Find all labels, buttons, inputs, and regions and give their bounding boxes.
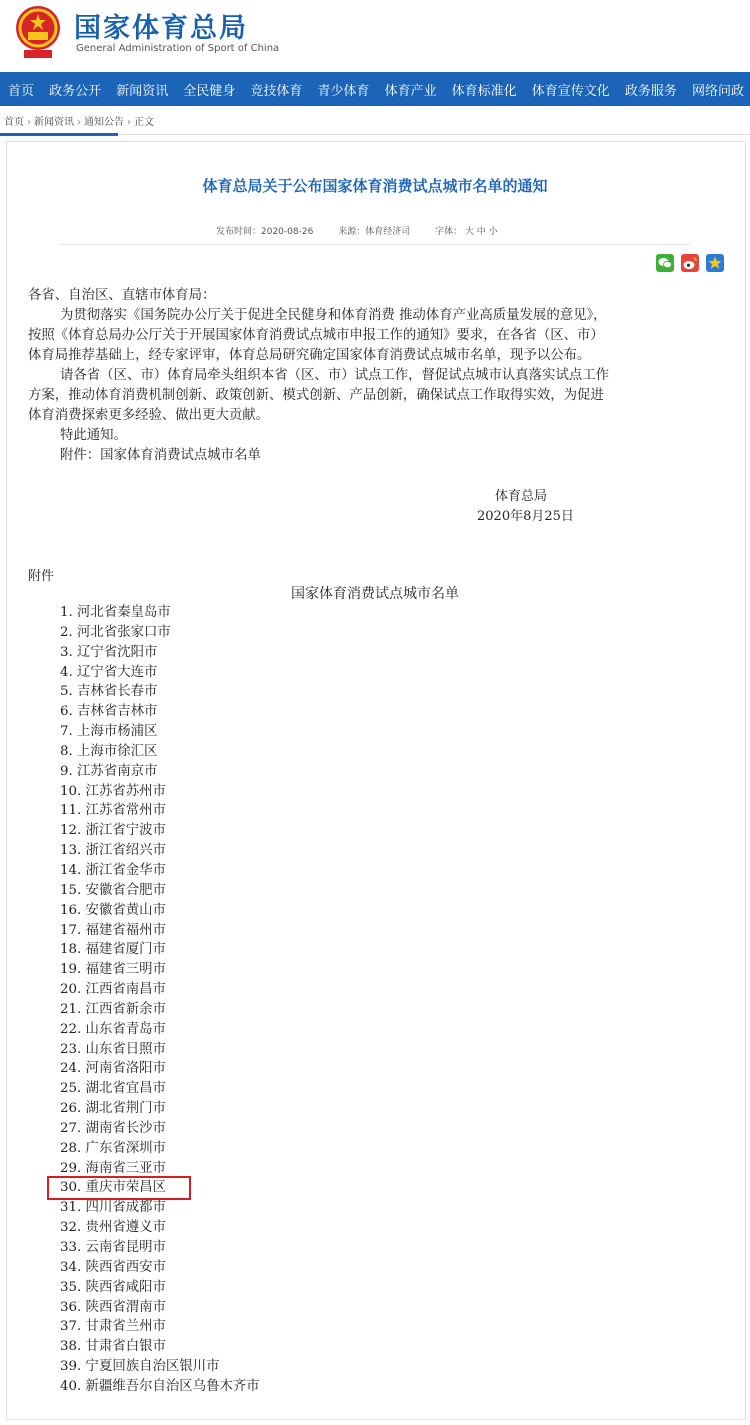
wechat-icon[interactable] <box>656 254 674 272</box>
article-title: 体育总局关于公布国家体育消费试点城市名单的通知 <box>202 177 548 195</box>
nav-services[interactable]: 政务服务 <box>624 83 677 99</box>
issue-date: 2020年8月25日 <box>477 509 574 524</box>
breadcrumb-news[interactable]: 新闻资讯 <box>34 117 74 128</box>
list-item: 11. 江苏省常州市 <box>60 803 166 819</box>
list-item: 23. 山东省日照市 <box>60 1041 166 1057</box>
article-meta <box>216 224 520 237</box>
list-item: 25. 湖北省宜昌市 <box>60 1081 166 1097</box>
breadcrumb <box>4 113 154 128</box>
list-item: 22. 山东省青岛市 <box>60 1021 166 1037</box>
national-emblem-icon[interactable] <box>14 4 62 60</box>
list-item: 20. 江西省南昌市 <box>60 982 166 998</box>
list-item: 27. 湖南省长沙市 <box>60 1120 166 1136</box>
list-item: 31. 四川省成都市 <box>60 1200 166 1216</box>
list-item: 12. 浙江省宁波市 <box>60 823 166 839</box>
list-item: 8. 上海市徐汇区 <box>60 743 158 759</box>
breadcrumb-notices[interactable]: 通知公告 <box>84 117 124 128</box>
list-item: 37. 甘肃省兰州市 <box>60 1319 166 1335</box>
chevron-right-icon: › <box>27 117 31 128</box>
nav-online-inquiry[interactable]: 网络问政 <box>691 83 744 99</box>
list-item: 14. 浙江省金华市 <box>60 862 166 878</box>
nav-culture[interactable]: 体育宣传文化 <box>531 83 610 99</box>
list-item: 10. 江苏省苏州市 <box>60 783 166 799</box>
site-header <box>0 0 750 72</box>
breadcrumb-home[interactable]: 首页 <box>4 117 24 128</box>
nav-youth-sports[interactable]: 青少体育 <box>317 83 370 99</box>
article-body <box>28 286 728 466</box>
favorite-star-icon[interactable] <box>706 254 724 272</box>
breadcrumb-current: 正文 <box>134 117 154 128</box>
breadcrumb-accent-bar <box>0 133 118 136</box>
list-item: 26. 湖北省荆门市 <box>60 1101 166 1117</box>
body-line: 按照《体育总局办公厅关于开展国家体育消费试点城市申报工作的通知》要求，在各省（区、市） <box>28 328 604 343</box>
nav-fitness[interactable]: 全民健身 <box>183 83 236 99</box>
body-line: 请各省（区、市）体育局牵头组织本省（区、市）试点工作，督促试点城市认真落实试点工作 <box>60 368 610 383</box>
main-nav <box>0 72 750 106</box>
publish-date: 发布时间：2020-08-26 <box>216 227 314 237</box>
list-item: 6. 吉林省吉林市 <box>60 704 158 720</box>
list-item: 19. 福建省三明市 <box>60 962 166 978</box>
body-line: 体育局推荐基础上，经专家评审，体育总局研究确定国家体育消费试点城市名单，现予以公布。 <box>28 348 591 363</box>
nav-standardization[interactable]: 体育标准化 <box>451 83 517 99</box>
list-item: 32. 贵州省遵义市 <box>60 1220 166 1236</box>
list-item: 38. 甘肃省白银市 <box>60 1339 166 1355</box>
chevron-right-icon: › <box>127 117 131 128</box>
list-item: 2. 河北省张家口市 <box>60 624 171 640</box>
nav-government-affairs[interactable]: 政务公开 <box>49 83 102 99</box>
annex-label: 附件 <box>28 569 55 584</box>
list-item: 35. 陕西省咸阳市 <box>60 1279 166 1295</box>
list-item: 36. 陕西省渭南市 <box>60 1299 166 1315</box>
city-list-title: 国家体育消费试点城市名单 <box>291 586 459 602</box>
list-item: 28. 广东省深圳市 <box>60 1140 166 1156</box>
site-title[interactable]: 国家体育总局 <box>74 13 248 44</box>
list-item: 40. 新疆维吾尔自治区乌鲁木齐市 <box>60 1378 260 1394</box>
closing-line: 特此通知。 <box>60 428 127 443</box>
list-item: 4. 辽宁省大连市 <box>60 664 158 680</box>
list-item: 33. 云南省昆明市 <box>60 1240 166 1255</box>
weibo-icon[interactable] <box>681 254 699 272</box>
signature: 体育总局 <box>495 489 548 504</box>
list-item: 16. 安徽省黄山市 <box>60 902 166 918</box>
list-item: 13. 浙江省绍兴市 <box>60 843 166 859</box>
list-item: 29. 海南省三亚市 <box>60 1160 166 1176</box>
list-item: 15. 安徽省合肥市 <box>60 882 166 898</box>
list-item: 34. 陕西省西安市 <box>60 1259 166 1275</box>
list-item: 21. 江西省新余市 <box>60 1001 166 1017</box>
list-item: 24. 河南省洛阳市 <box>60 1061 166 1077</box>
nav-sports-industry[interactable]: 体育产业 <box>384 83 437 99</box>
list-item: 9. 江苏省南京市 <box>60 763 158 779</box>
salutation: 各省、自治区、直辖市体育局： <box>28 288 216 303</box>
font-size-switcher[interactable]: 字体： 大 中 小 <box>435 227 498 237</box>
list-item: 1. 河北省秦皇岛市 <box>60 605 171 620</box>
city-list <box>60 603 260 1397</box>
body-line: 体育消费探索更多经验、做出更大贡献。 <box>28 408 270 423</box>
list-item: 3. 辽宁省沈阳市 <box>60 644 158 660</box>
body-line: 方案，推动体育消费机制创新、政策创新、模式创新、产品创新，确保试点工作取得实效，为促进 <box>28 388 604 403</box>
list-item: 7. 上海市杨浦区 <box>60 724 158 740</box>
nav-home[interactable]: 首页 <box>8 83 35 99</box>
list-item: 39. 宁夏回族自治区银川市 <box>60 1359 220 1375</box>
nav-competitive-sports[interactable]: 竞技体育 <box>250 83 303 99</box>
list-item: 18. 福建省厦门市 <box>60 942 166 958</box>
nav-news[interactable]: 新闻资讯 <box>116 83 169 99</box>
site-subtitle: General Administration of Sport of China <box>76 43 280 54</box>
highlight-box <box>47 1176 191 1200</box>
article-source: 来源：体育经济司 <box>338 227 411 237</box>
list-item-highlighted: 30. 重庆市荣昌区 <box>60 1180 166 1196</box>
attachment-line: 附件：国家体育消费试点城市名单 <box>60 448 261 463</box>
list-item: 5. 吉林省长春市 <box>60 684 158 700</box>
chevron-right-icon: › <box>77 117 81 128</box>
meta-divider <box>60 244 690 245</box>
body-line: 为贯彻落实《国务院办公厅关于促进全民健身和体育消费 推动体育产业高质量发展的意见》， <box>60 308 607 323</box>
list-item: 17. 福建省福州市 <box>60 922 166 938</box>
